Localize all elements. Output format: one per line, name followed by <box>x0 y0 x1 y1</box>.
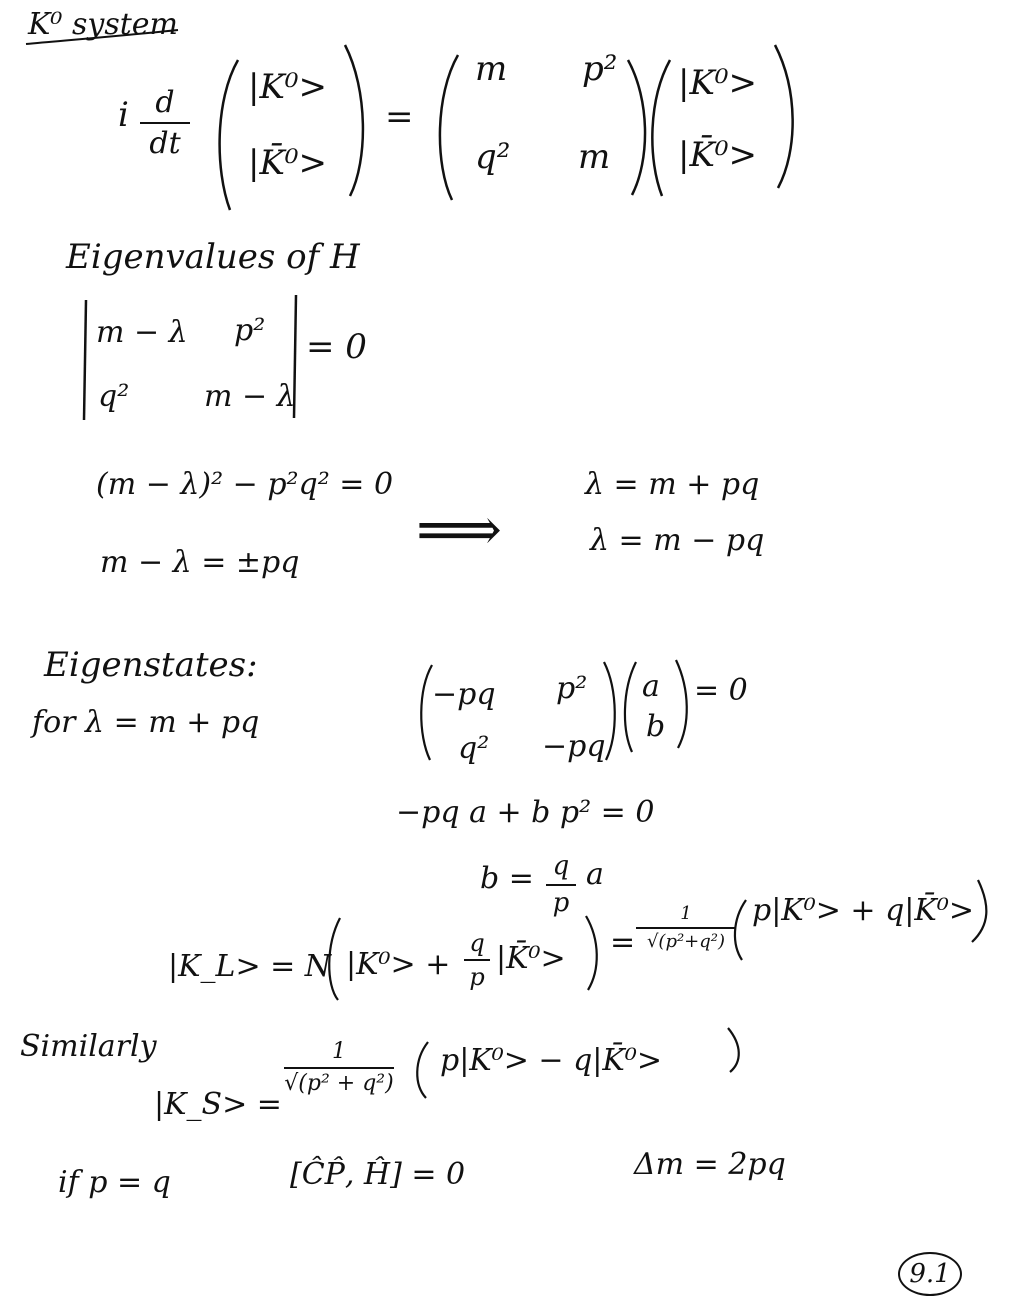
ks-norm-numerator: 1 <box>332 1039 346 1064</box>
mat2-a22: −pq <box>542 729 606 764</box>
eq-b-rhs: a <box>586 857 604 892</box>
mat2-a12: p² <box>556 671 588 706</box>
eq1-vector-bottom: |K̄⁰> <box>248 143 327 183</box>
char-equation: (m − λ)² − p²q² = 0 <box>96 467 394 502</box>
char-equation-roots: m − λ = ±pq <box>100 545 300 580</box>
mat2-rhs: = 0 <box>694 673 748 708</box>
page-number: 9.1 <box>898 1252 962 1296</box>
det-a11: m − λ <box>96 315 188 350</box>
eq1-rvector-top: |K⁰> <box>678 63 757 103</box>
eq-b-denominator: p <box>552 887 570 918</box>
ks-rhs: p|K⁰> − q|K̄⁰> <box>440 1043 662 1078</box>
kl-inner-numerator: q <box>469 929 485 957</box>
kl-equals: = <box>610 925 636 960</box>
ddt-denominator: dt <box>149 126 181 161</box>
ks-norm-denominator: √(p² + q²) <box>284 1071 394 1097</box>
eq1-i: i <box>118 95 129 135</box>
eq-b-numerator: q <box>552 851 570 881</box>
eq1-vector-top: |K⁰> <box>248 67 327 107</box>
matrix-m12: p² <box>582 49 618 89</box>
ks-lhs: |K_S> = <box>154 1087 282 1122</box>
page-title: K⁰ system <box>28 7 178 42</box>
eq1-equals: = <box>385 97 414 137</box>
kl-norm-denominator: √(p²+q²) <box>646 930 726 952</box>
mat2-v1: a <box>642 669 660 704</box>
mass-difference: Δm = 2pq <box>634 1147 786 1182</box>
mat2-a11: −pq <box>432 677 496 712</box>
kl-lhs: |K_L> = N <box>168 949 332 984</box>
det-a22: m − λ <box>204 379 296 414</box>
eigenvalues-heading: Eigenvalues of H <box>66 237 360 277</box>
eq-a-relation: −pq a + b p² = 0 <box>396 795 655 830</box>
eq-b-lhs: b = <box>480 861 534 896</box>
mat2-v2: b <box>646 709 666 744</box>
det-rhs: = 0 <box>306 327 367 367</box>
eigenstate-condition: for λ = m + pq <box>32 705 260 740</box>
kl-inner-denominator: p <box>469 963 485 992</box>
eq1-rvector-bottom: |K̄⁰> <box>678 135 757 175</box>
similarly-label: Similarly <box>20 1029 157 1064</box>
kl-inner-k0bar: |K̄⁰> <box>496 941 566 976</box>
eigenvalue-plus: λ = m + pq <box>585 467 760 502</box>
ddt-numerator: d <box>155 85 175 120</box>
kl-inner-k0: |K⁰> + <box>346 947 451 982</box>
cp-commutator: [ĈP̂, Ĥ] = 0 <box>290 1157 466 1192</box>
kl-norm-numerator: 1 <box>680 903 692 924</box>
eigenstates-heading: Eigenstates: <box>44 645 258 685</box>
det-a21: q² <box>98 379 130 414</box>
matrix-m21: q² <box>475 137 511 177</box>
eigenvalue-minus: λ = m − pq <box>590 523 765 558</box>
if-condition: if p = q <box>58 1165 171 1200</box>
kl-rhs: p|K⁰> + q|K̄⁰> <box>752 893 974 928</box>
mat2-a21: q² <box>458 731 490 766</box>
matrix-m11: m <box>475 49 508 89</box>
det-a12: p² <box>234 313 266 348</box>
matrix-m22: m <box>578 137 611 177</box>
implies-arrow: ⟹ <box>416 495 503 565</box>
